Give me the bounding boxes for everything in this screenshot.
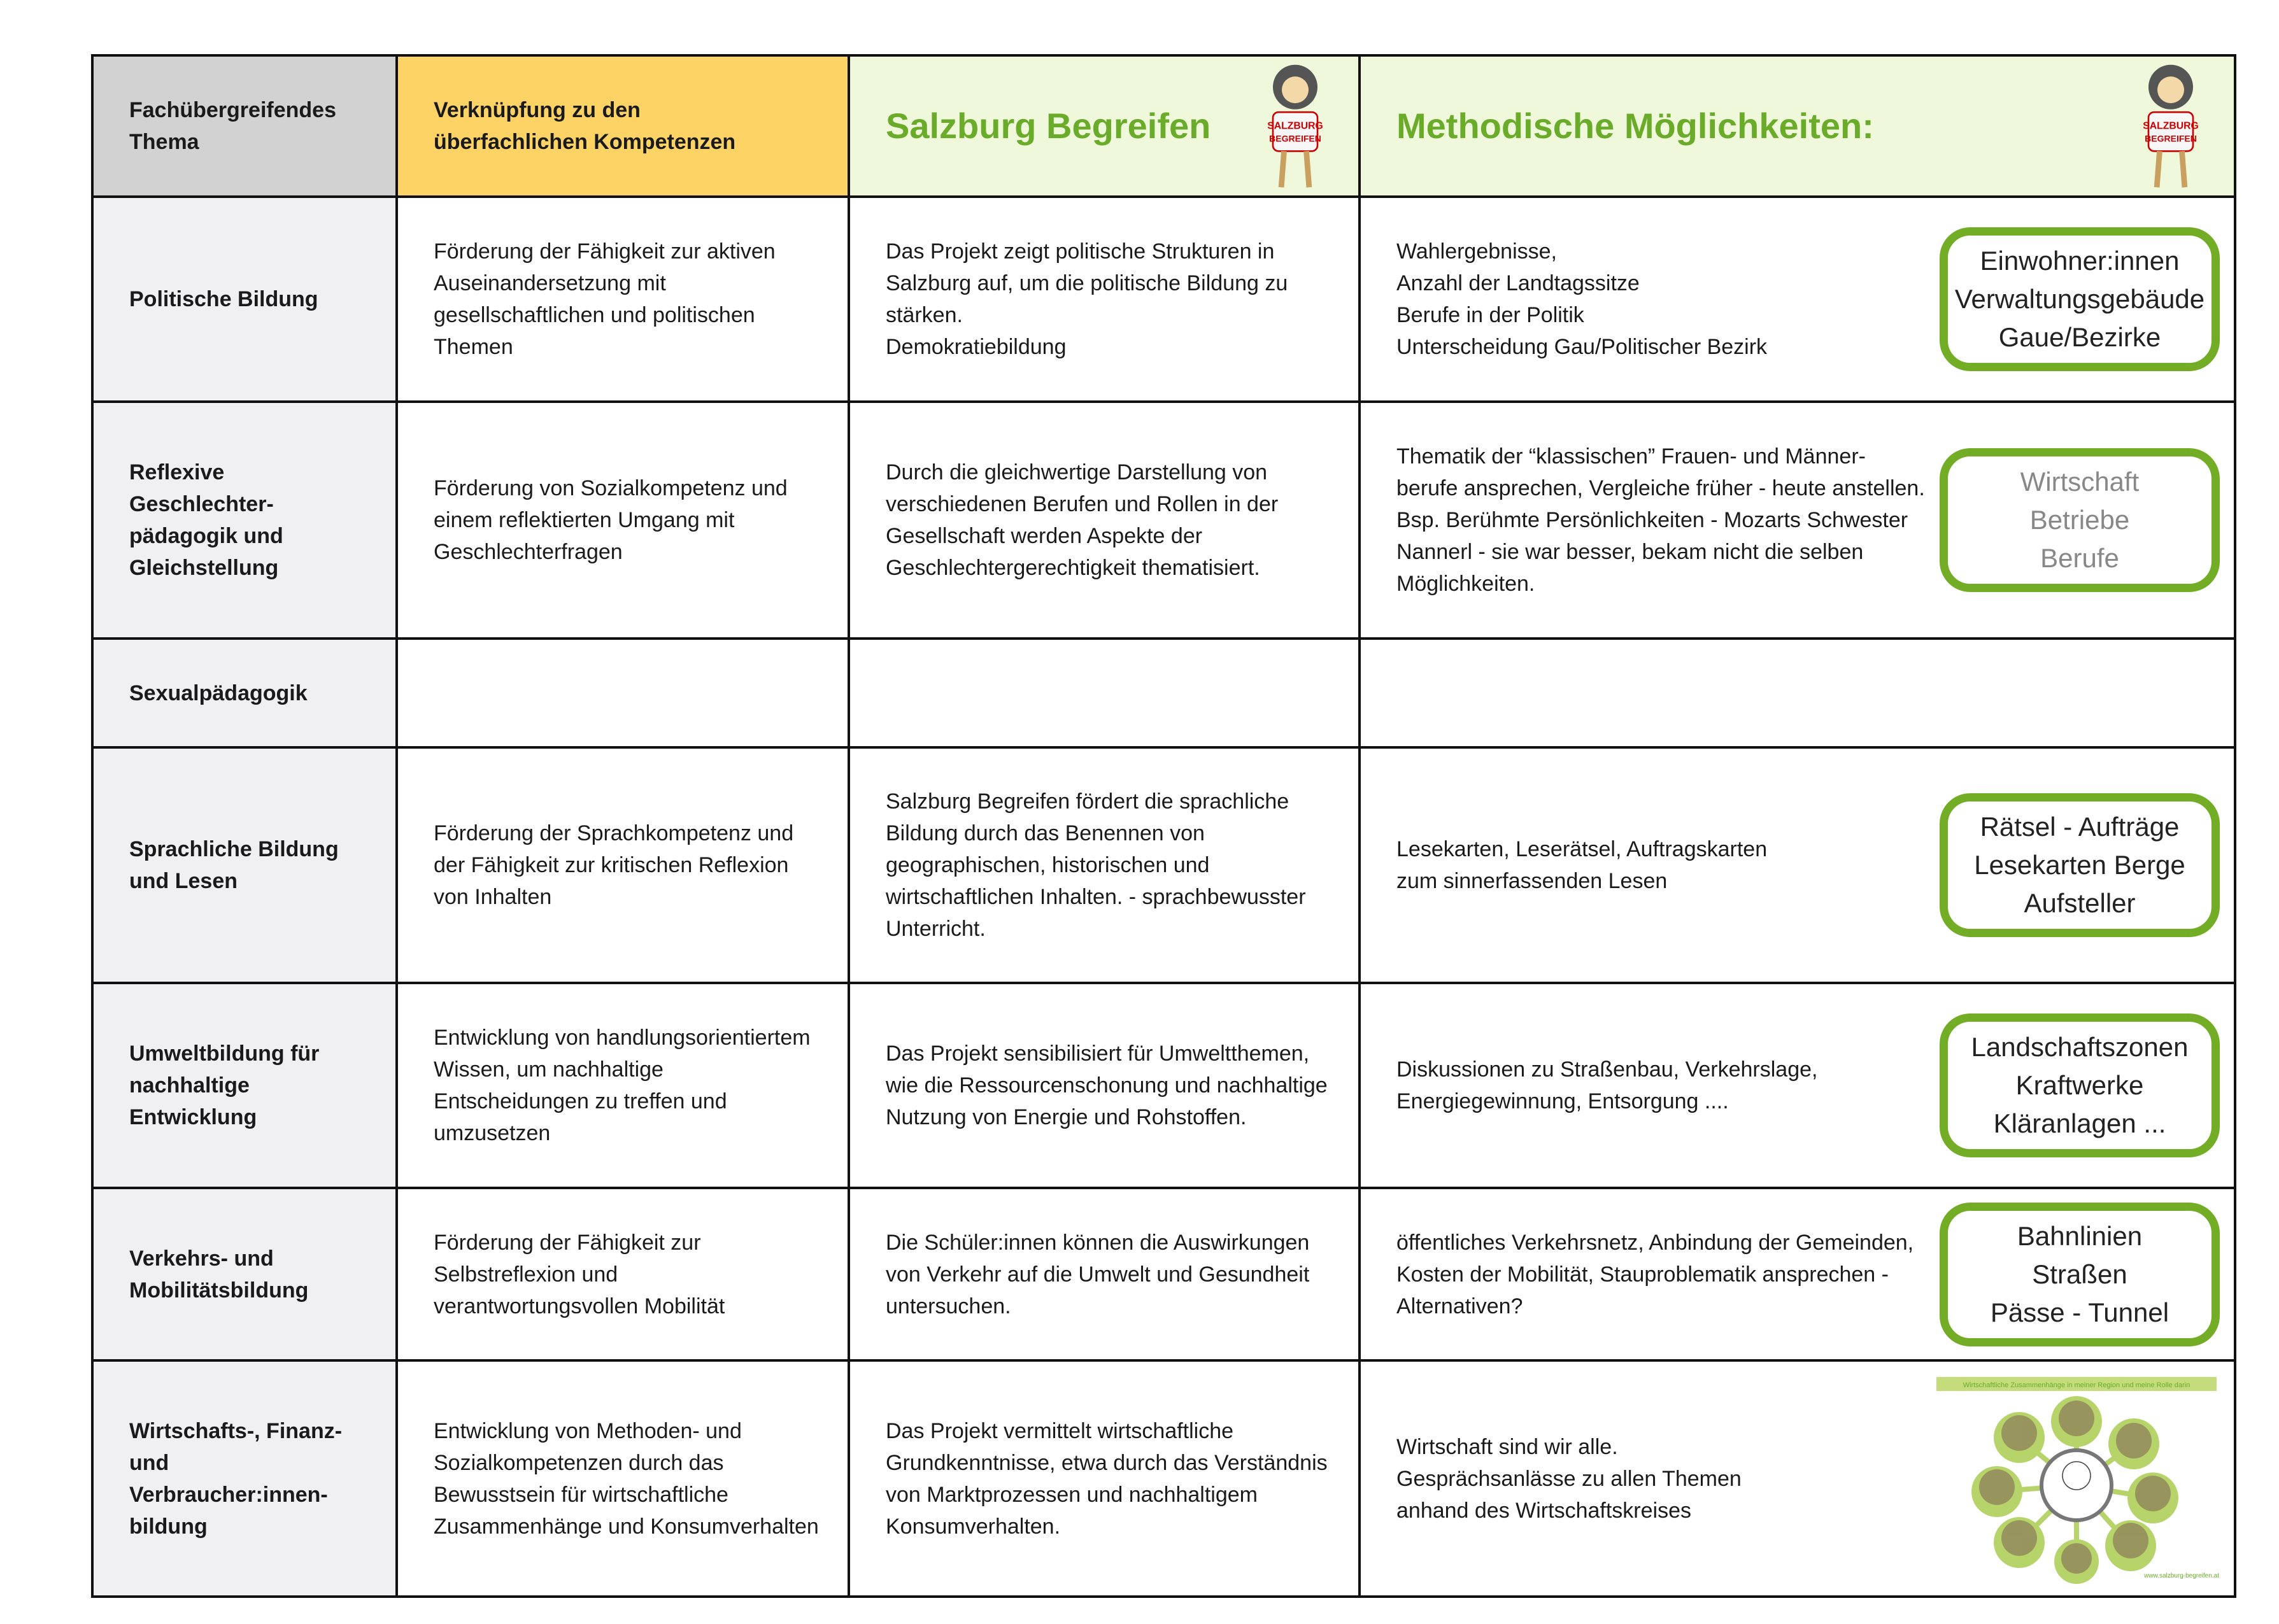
thema-cell: Reflexive Geschlechter-pädagogik und Gleichstellung	[92, 402, 397, 639]
kompetenz-cell	[397, 639, 849, 747]
methode-text: Lesekarten, Leserätsel, Auftragskarten zum sinnerfassenden Lesen	[1396, 837, 1768, 893]
header-methodische-moeglichkeiten	[1360, 55, 2235, 197]
kompetenz-cell: Förderung von Sozialkompetenz und einem reflektierten Umgang mit Geschlechterfragen	[397, 402, 849, 639]
table-row	[92, 639, 2235, 747]
thema-cell: Politische Bildung	[92, 197, 397, 402]
header-salzburg-begreifen	[849, 55, 1360, 197]
kompetenz-cell: Förderung der Fähigkeit zur aktiven Auseinandersetzung mit gesellschaftlichen und politischen Themen	[397, 197, 849, 402]
header-thema: Fachübergreifendes Thema	[92, 55, 397, 197]
thema-cell: Sprachliche Bildung und Lesen	[92, 747, 397, 983]
table-row	[92, 197, 2235, 402]
economy-circle-diagram	[1933, 1374, 2220, 1584]
table-row	[92, 747, 2235, 983]
methode-text: Diskussionen zu Straßenbau, Verkehrslage, Energiegewinnung, Entsorgung ....	[1396, 1057, 1818, 1113]
salzburg-cell: Das Projekt sensibilisiert für Umweltthemen, wie die Ressourcenschonung und nachhaltige Nutzung von Energie und Rohstoffen.	[849, 983, 1360, 1188]
methode-text: Thematik der “klassischen” Frauen- und Männer-berufe ansprechen, Vergleiche früher - heute anstellen. Bsp. Berühmte Persönlichkeiten - Mozarts Schwester Nannerl - sie war besser, bekam nicht die selben Möglichkeiten.	[1396, 444, 1925, 596]
methode-text: Wahlergebnisse, Anzahl der Landtagssitze Berufe in der Politik Unterscheidung Gau/Politischer Bezirk	[1396, 239, 1768, 359]
kompetenz-cell: Entwicklung von handlungsorientiertem Wissen, um nachhaltige Entscheidungen zu treffen und umzusetzen	[397, 983, 849, 1188]
methode-text: öffentliches Verkehrsnetz, Anbindung der Gemeinden, Kosten der Mobilität, Stauproblematik ansprechen - Alternativen?	[1396, 1230, 1914, 1318]
kompetenz-cell: Förderung der Sprachkompetenz und der Fähigkeit zur kritischen Reflexion von Inhalten	[397, 747, 849, 983]
svg-text:SALZBURG: SALZBURG	[2143, 120, 2199, 132]
salzburg-cell: Salzburg Begreifen fördert die sprachliche Bildung durch das Benennen von geographischen, historischen und wirtschaftlichen Inhalten. - sprachbewusster Unterricht.	[849, 747, 1360, 983]
cross-curricular-table	[91, 54, 2236, 1598]
header-kompetenzen: Verknüpfung zu den überfachlichen Kompetenzen	[397, 55, 849, 197]
table-row	[92, 1360, 2235, 1597]
salzburg-cell: Die Schüler:innen können die Auswirkungen von Verkehr auf die Umwelt und Gesundheit untersuchen.	[849, 1188, 1360, 1360]
topic-box: Bahnlinien Straßen Pässe - Tunnel	[1940, 1203, 2220, 1346]
salzburg-cell: Das Projekt vermittelt wirtschaftliche Grundkenntnisse, etwa durch das Verständnis von Marktprozessen und nachhaltigem Konsumverhalten.	[849, 1360, 1360, 1597]
topic-box: Rätsel - Aufträge Lesekarten Berge Aufsteller	[1940, 793, 2220, 937]
svg-text:www.salzburg-begreifen.at: www.salzburg-begreifen.at	[2144, 1572, 2219, 1579]
topic-box: Wirtschaft Betriebe Berufe	[1940, 448, 2220, 592]
kompetenz-cell: Förderung der Fähigkeit zur Selbstreflexion und verantwortungsvollen Mobilität	[397, 1188, 849, 1360]
header-salzburg-title: Salzburg Begreifen	[886, 106, 1211, 146]
topic-box: Landschaftszonen Kraftwerke Kläranlagen ...	[1940, 1013, 2220, 1157]
topic-box: Einwohner:innen Verwaltungsgebäude Gaue/Bezirke	[1940, 227, 2220, 371]
methode-text: Wirtschaft sind wir alle. Gesprächsanlässe zu allen Themen anhand des Wirtschaftskreises	[1396, 1434, 1742, 1523]
lion-mascot-logo	[1247, 59, 1343, 193]
table-row	[92, 1188, 2235, 1360]
svg-text:BEGREIFEN: BEGREIFEN	[1269, 133, 1321, 144]
thema-cell: Wirtschafts-, Finanz- und Verbraucher:innen-bildung	[92, 1360, 397, 1597]
salzburg-cell: Durch die gleichwertige Darstellung von verschiedenen Berufen und Rollen in der Gesellschaft werden Aspekte der Geschlechtergerechtigkeit thematisiert.	[849, 402, 1360, 639]
header-methoden-title: Methodische Möglichkeiten:	[1396, 106, 1874, 146]
methode-cell	[1360, 639, 2235, 747]
thema-cell: Umweltbildung für nachhaltige Entwicklung	[92, 983, 397, 1188]
thema-cell: Verkehrs- und Mobilitätsbildung	[92, 1188, 397, 1360]
svg-text:SALZBURG: SALZBURG	[1267, 120, 1323, 132]
salzburg-cell	[849, 639, 1360, 747]
thema-cell: Sexualpädagogik	[92, 639, 397, 747]
salzburg-cell: Das Projekt zeigt politische Strukturen in Salzburg auf, um die politische Bildung zu stärken. Demokratiebildung	[849, 197, 1360, 402]
kompetenz-cell: Entwicklung von Methoden- und Sozialkompetenzen durch das Bewusstsein für wirtschaftliche Zusammenhänge und Konsumverhalten	[397, 1360, 849, 1597]
lion-mascot-logo	[2123, 59, 2219, 193]
table-row	[92, 983, 2235, 1188]
table-row	[92, 402, 2235, 639]
svg-text:Wirtschaftliche Zusammenhänge: Wirtschaftliche Zusammenhänge in meiner Region und meine Rolle darin	[1963, 1381, 2190, 1389]
header-row	[92, 55, 2235, 197]
svg-text:BEGREIFEN: BEGREIFEN	[2145, 133, 2197, 144]
